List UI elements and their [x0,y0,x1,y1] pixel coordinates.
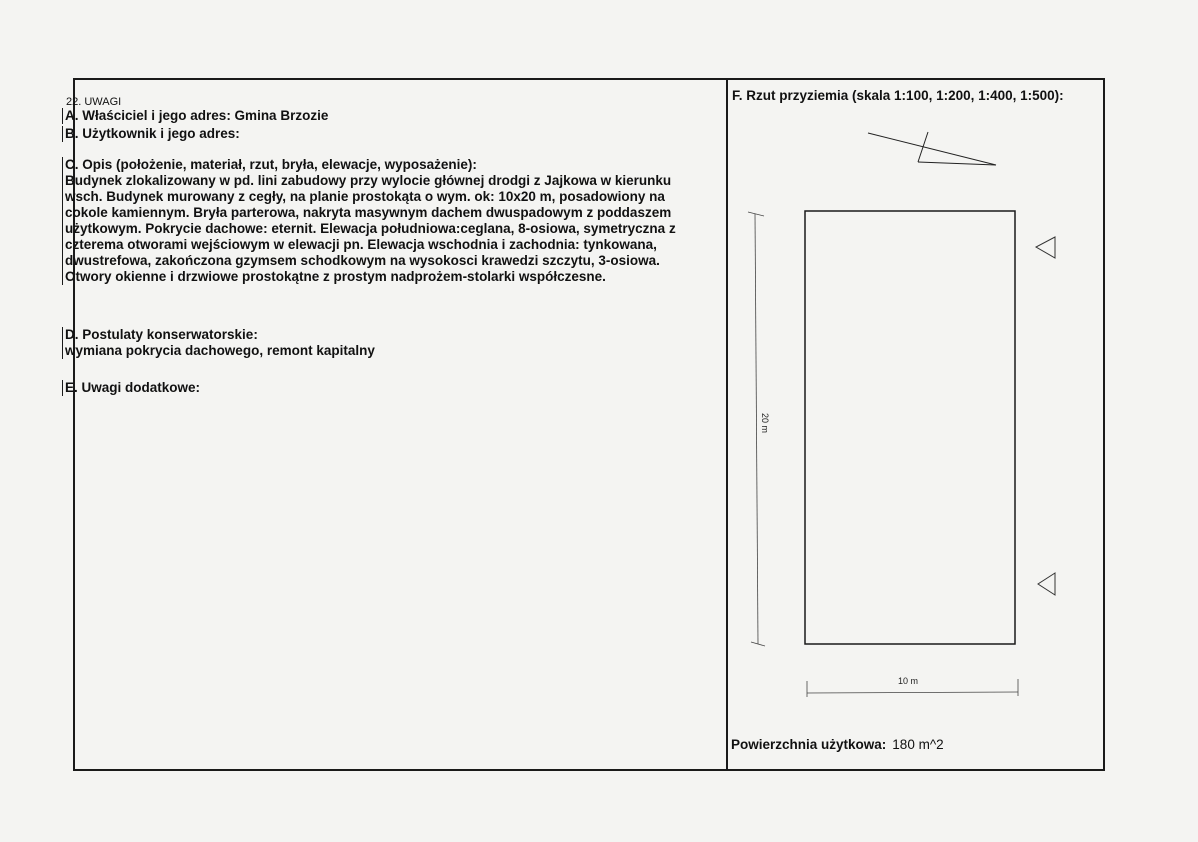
area-label: Powierzchnia użytkowa: [731,737,887,752]
section-label: 22. UWAGI [66,96,122,108]
remarks-heading: E. Uwagi dodatkowe: [62,380,200,396]
north-arrow-icon [868,132,996,165]
entrance-marker-icon [1036,237,1055,258]
entrance-marker-icon [1038,573,1055,595]
dim-horizontal-label: 10 m [897,676,919,686]
description-line-2: wsch. Budynek murowany z cegły, na planie prostokąta o wym. ok: 10x20 m, posadowiony na [62,189,665,205]
description-line-4: użytkowym. Pokrycie dachowe: eternit. Elewacja południowa:ceglana, 8-osiowa, symetryczna z [62,221,676,237]
postulates-heading: D. Postulaty konserwatorskie: [62,327,258,343]
description-line-6: dwustrefowa, zakończona gzymsem schodkowym na wysokosci krawedzi szczytu, 3-osiowa. [62,253,660,269]
description-line-0: C. Opis (położenie, materiał, rzut, bryła, elewacje, wyposażenie): [62,157,477,173]
plan-title: F. Rzut przyziemia (skala 1:100, 1:200, 1:400, 1:500): [732,88,1064,103]
building-outline [805,211,1015,644]
postulates-text: wymiana pokrycia dachowego, remont kapitalny [62,343,375,359]
usable-area-row [731,737,944,752]
dim-vertical-label: 20 m [760,412,770,434]
description-line-7: Otwory okienne i drzwiowe prostokątne z prostym nadprożem-stolarki współczesne. [62,269,606,285]
description-line-1: Budynek zlokalizowany w pd. lini zabudowy przy wylocie głównej drodgi z Jajkowa w kierunku [62,173,671,189]
owner-line: A. Właściciel i jego adres: Gmina Brzozie [62,108,328,124]
user-line: B. Użytkownik i jego adres: [62,126,240,142]
area-value: 180 m^2 [892,737,944,752]
description-line-3: cokole kamiennym. Bryła parterowa, nakryta masywnym dachem dwuspadowym z poddaszem [62,205,671,221]
description-line-5: czterema otworami wejściowym w elewacji pn. Elewacja wschodnia i zachodnia: tynkowana, [62,237,657,253]
